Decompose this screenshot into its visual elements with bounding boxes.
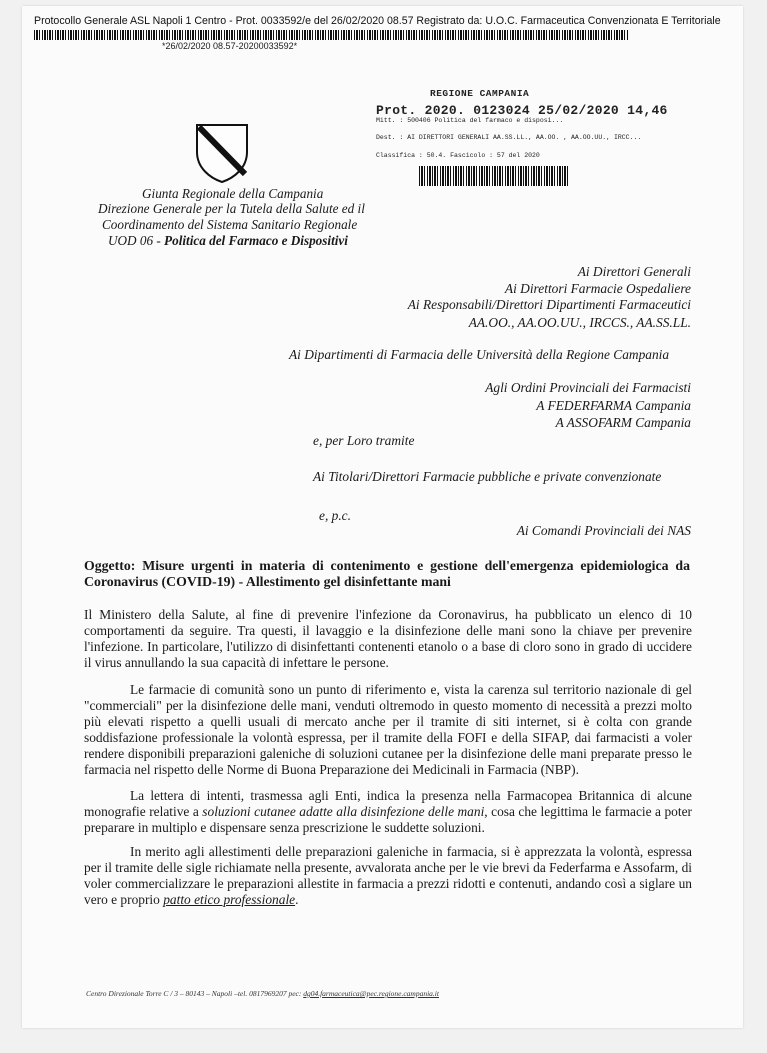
addressee-4: AA.OO., AA.OO.UU., IRCCS., AA.SS.LL. [468, 315, 691, 330]
stamp-sender: Mitt. : 500406 Politica del farmaco e disposi... [376, 117, 564, 124]
addressee-3: Ai Responsabili/Direttori Dipartimenti Farmaceutici [407, 297, 691, 312]
addressee-7: A FEDERFARMA Campania [536, 398, 691, 413]
protocol-header: Protocollo Generale ASL Napoli 1 Centro - Prot. 0033592/e del 26/02/2020 08.57 Registrato da: U.O.C. Farmaceutica Convenzionata E Territoriale [34, 15, 721, 27]
office-line-3: Coordinamento del Sistema Sanitario Regionale [102, 217, 358, 232]
paragraph-2 [84, 682, 692, 777]
paragraph-4-text-a: In merito agli allestimenti delle preparazioni galeniche in farmacia, si è apprezzata la volontà, espressa per il tramite delle sigle richiamate nella presente, avvalorata anche per le vie brevi da Federfarma e Assofarm, di voler commercializzare le preparazioni allestite in farmacia a prezzi ridotti e contenuti, andando così a siglare un vero e proprio [84, 844, 692, 907]
paragraph-3-italic: soluzioni cutanee adatte alla disinfezione delle mani [202, 803, 485, 819]
addressee-10: Ai Titolari/Direttori Farmacie pubbliche e private convenzionate [313, 469, 662, 484]
paragraph-4-underlined: patto etico professionale [163, 891, 296, 907]
addressee-9: e, per Loro tramite [313, 433, 415, 448]
addressee-6: Agli Ordini Provinciali dei Farmacisti [485, 380, 691, 395]
stamp-protocol: Prot. 2020. 0123024 25/02/2020 14,46 [376, 103, 668, 118]
footer-address-text: Centro Direzionale Torre C / 3 – 80143 – Napoli –tel. 0817969207 pec: [86, 989, 304, 998]
paragraph-3 [84, 788, 692, 836]
office-uod: UOD 06 - [108, 233, 165, 248]
paragraph-4-text-b: . [295, 891, 299, 907]
paragraph-3-text-a: La lettera di intenti, trasmessa agli Enti, indica la presenza nella Farmacopea Britannica di alcune monografie relative a [84, 788, 692, 819]
region-crest-icon [194, 122, 250, 184]
stamp-barcode [419, 166, 569, 186]
paragraph-3-text-b: , cosa che legittima le farmacie a poter preparare in multiplo e dispensare senza prescrizione le suddette soluzioni. [84, 803, 692, 835]
paragraph-1 [84, 607, 692, 671]
paragraph-2-text: Le farmacie di comunità sono un punto di riferimento e, vista la carenza sul territorio nazionale di gel "commerciali" per la disinfezione delle mani, venduti oltremodo in questo momento di necessità a prezzi molto più elevati rispetto a quelli usuali di mercato anche per il tramite di siti internet, si è colta con grande soddisfazione professionale la volontà espressa, per il tramite della FOFI e della SIFAP, dai farmacisti a voler rendere disponibili preparazioni galeniche di soluzioni cutanee per la disinfezione delle mani preparate presso le farmacia nel rispetto delle Norme di Buona Preparazione dei Medicinali in Farmacia (NBP). [84, 682, 692, 777]
office-line-1: Giunta Regionale della Campania [142, 186, 324, 201]
paragraph-1-text: Il Ministero della Salute, al fine di prevenire l'infezione da Coronavirus, ha pubblicato un elenco di 10 comportamenti da seguire. Tra questi, il lavaggio e la disinfezione delle mani sono la chiave per prevenire l'infezione. In particolare, l'utilizzo di disinfettanti contenenti etanolo o a base di cloro sono in grado di uccidere il virus annullando la sua capacità di infettare le persone. [84, 607, 692, 670]
addressee-1: Ai Direttori Generali [577, 264, 691, 279]
protocol-barcode [34, 30, 629, 40]
office-line-2: Direzione Generale per la Tutela della Salute ed il [98, 201, 365, 216]
stamp-region: REGIONE CAMPANIA [430, 88, 530, 99]
footer-email: dg04.farmaceutica@pec.regione.campania.it [303, 989, 439, 998]
stamp-recipient: Dest. : AI DIRETTORI GENERALI AA.SS.LL., AA.OO. , AA.OO.UU., IRCC... [376, 134, 642, 141]
stamp-classification: Classifica : 50.4. Fascicolo : 57 del 2020 [376, 152, 540, 159]
addressee-2: Ai Direttori Farmacie Ospedaliere [504, 281, 691, 296]
footer-address [86, 989, 439, 998]
addressee-12: Ai Comandi Provinciali dei NAS [516, 523, 691, 538]
addressee-11: e, p.c. [319, 508, 351, 523]
office-uod-name: Politica del Farmaco e Dispositivi [164, 233, 348, 248]
office-line-4 [108, 233, 348, 249]
document-page [22, 6, 743, 1028]
barcode-caption: *26/02/2020 08.57-20200033592* [162, 41, 298, 51]
paragraph-4 [84, 844, 692, 908]
letter-subject: Oggetto: Misure urgenti in materia di contenimento e gestione dell'emergenza epidemiologica da Coronavirus (COVID-19) - Allestimento gel disinfettante mani [84, 558, 690, 589]
addressee-5: Ai Dipartimenti di Farmacia delle Università della Regione Campania [289, 347, 670, 362]
addressee-8: A ASSOFARM Campania [555, 415, 691, 430]
